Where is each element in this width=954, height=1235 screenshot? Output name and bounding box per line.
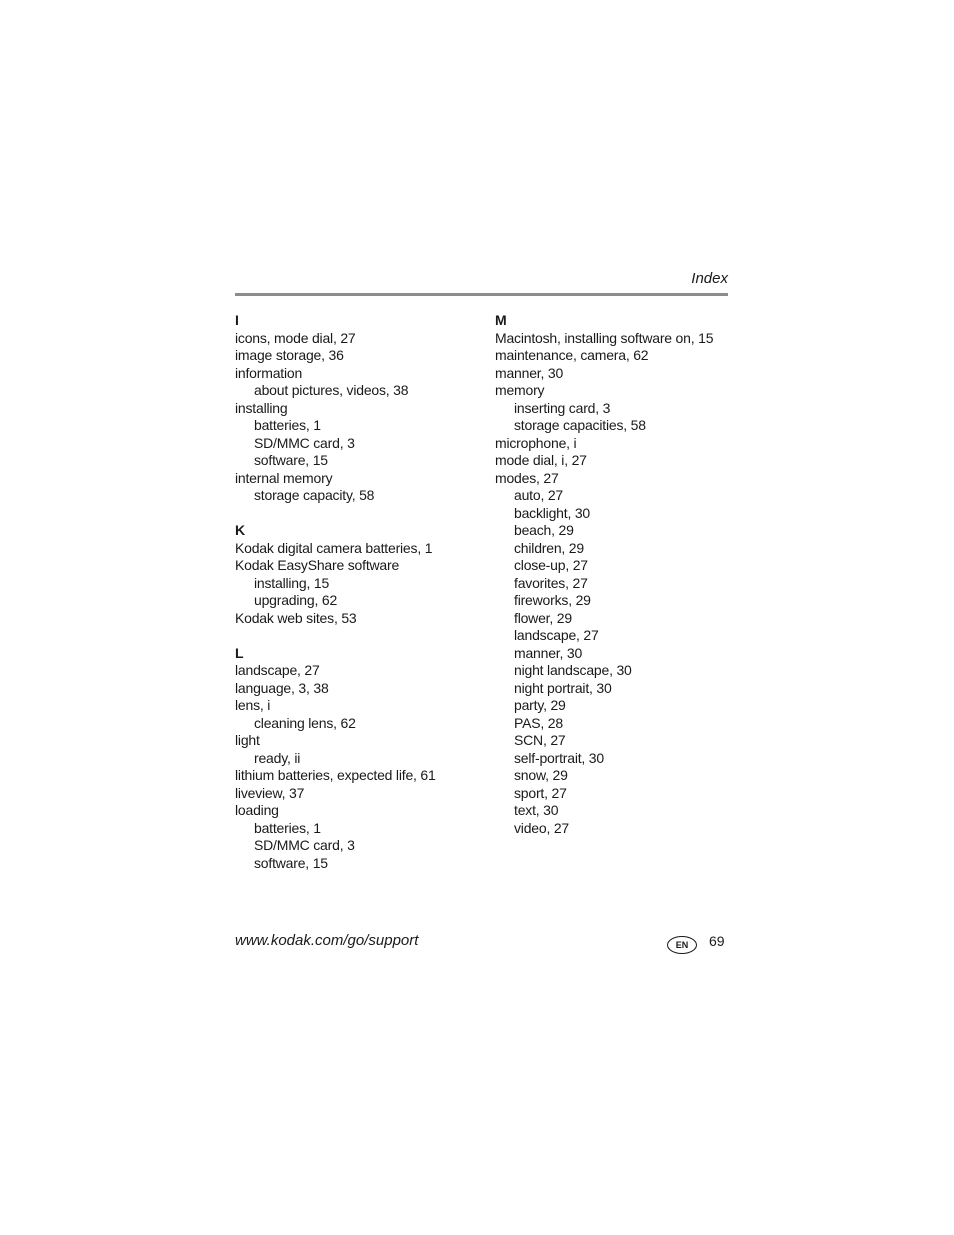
section-letter: M [495, 312, 507, 328]
page-header-title: Index [691, 270, 728, 287]
index-subentry: inserting card, 3 [514, 399, 611, 416]
index-entry: mode dial, i, 27 [495, 452, 587, 468]
index-entry: memory [495, 382, 545, 398]
index-subentry: favorites, 27 [514, 574, 588, 591]
page-number: 69 [709, 933, 725, 949]
index-entry: Macintosh, installing software on, 15 [495, 329, 714, 346]
index-section-m [495, 312, 740, 837]
index-entry: microphone, i [495, 434, 577, 451]
index-entry: light [235, 732, 260, 748]
index-subentry: auto, 27 [514, 487, 563, 503]
index-subentry: party, 29 [514, 697, 566, 713]
footer-support-url: www.kodak.com/go/support [235, 932, 419, 949]
index-entry: image storage, 36 [235, 347, 344, 363]
index-section-l [235, 645, 480, 873]
index-subentry: SD/MMC card, 3 [254, 434, 355, 451]
index-subentry: sport, 27 [514, 784, 567, 801]
index-subentry: close-up, 27 [514, 557, 588, 573]
index-subentry: ready, ii [254, 749, 301, 766]
index-entry: internal memory [235, 469, 333, 486]
section-letter: L [235, 644, 244, 661]
index-subentry: text, 30 [514, 802, 559, 818]
index-subentry: about pictures, videos, 38 [254, 382, 409, 398]
index-entry: Kodak web sites, 53 [235, 609, 357, 626]
index-entry: Kodak digital camera batteries, 1 [235, 539, 433, 556]
index-entry: lens, i [235, 697, 271, 713]
section-letter: I [235, 312, 239, 328]
index-subentry: backlight, 30 [514, 504, 591, 521]
index-entry: language, 3, 38 [235, 679, 329, 696]
index-subentry: batteries, 1 [254, 417, 321, 433]
index-subentry: snow, 29 [514, 767, 568, 783]
index-subentry: manner, 30 [514, 644, 583, 661]
index-subentry: video, 27 [514, 819, 570, 836]
index-subentry: storage capacities, 58 [514, 417, 646, 433]
index-subentry: night portrait, 30 [514, 679, 612, 696]
index-subentry: children, 29 [514, 539, 584, 556]
index-subentry: installing, 15 [254, 574, 330, 591]
section-letter: K [235, 522, 245, 538]
index-subentry: landscape, 27 [514, 627, 599, 643]
index-entry: liveview, 37 [235, 784, 305, 801]
index-entry: icons, mode dial, 27 [235, 329, 356, 346]
index-column-left [235, 312, 480, 890]
index-column-right [495, 312, 740, 855]
index-section-i [235, 312, 480, 505]
index-entry: maintenance, camera, 62 [495, 347, 649, 363]
index-subentry: self-portrait, 30 [514, 749, 604, 766]
index-subentry: batteries, 1 [254, 819, 321, 836]
index-subentry: SD/MMC card, 3 [254, 837, 355, 853]
language-badge: EN [667, 936, 697, 954]
index-entry: modes, 27 [495, 469, 559, 486]
index-entry: information [235, 364, 303, 381]
index-entry: manner, 30 [495, 364, 564, 381]
index-entry: landscape, 27 [235, 662, 320, 678]
index-subentry: software, 15 [254, 452, 328, 468]
index-subentry: upgrading, 62 [254, 592, 338, 608]
index-entry: loading [235, 802, 279, 818]
index-subentry: PAS, 28 [514, 714, 563, 731]
header-rule [235, 293, 728, 296]
index-entry: installing [235, 399, 288, 416]
index-subentry: fireworks, 29 [514, 592, 591, 608]
index-subentry: beach, 29 [514, 522, 574, 538]
index-subentry: night landscape, 30 [514, 662, 632, 678]
index-entry: Kodak EasyShare software [235, 557, 400, 573]
index-subentry: flower, 29 [514, 609, 572, 626]
index-subentry: software, 15 [254, 854, 328, 871]
index-section-k [235, 522, 480, 627]
index-subentry: cleaning lens, 62 [254, 714, 356, 731]
index-subentry: storage capacity, 58 [254, 487, 375, 503]
index-entry: lithium batteries, expected life, 61 [235, 767, 436, 783]
index-subentry: SCN, 27 [514, 732, 566, 748]
